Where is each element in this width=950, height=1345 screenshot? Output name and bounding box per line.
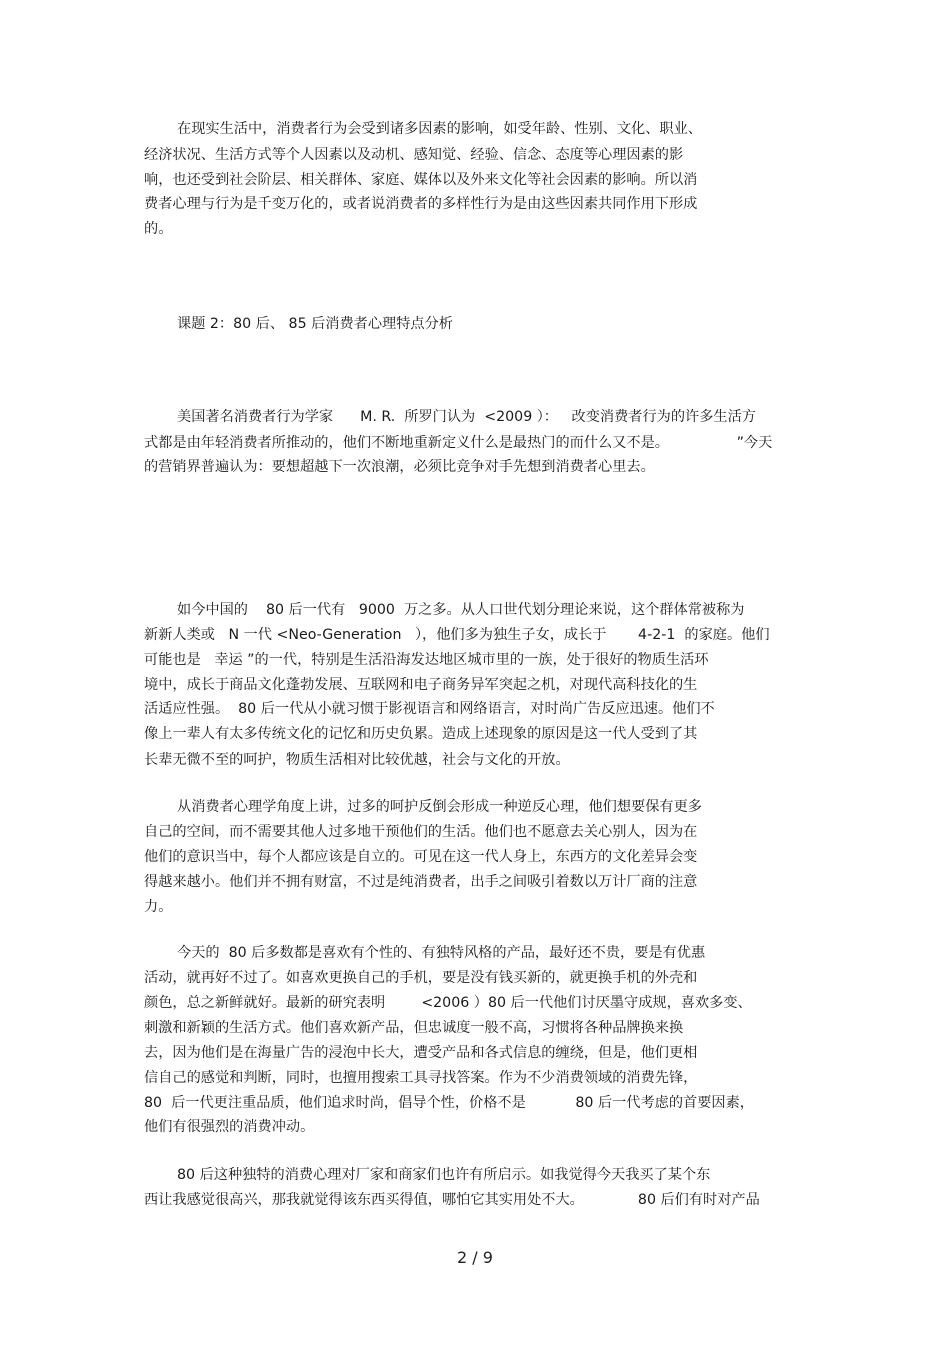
text-line: 自己的空间，而不需要其他人过多地干预他们的生活。他们也不愿意去关心别人，因为在 <box>144 824 698 840</box>
page-number: 2 / 9 <box>457 1248 493 1267</box>
text-line: 的营销界普遍认为：要想超越下一次浪潮，必须比竞争对手先想到消费者心里去。 <box>144 459 655 475</box>
text-line: 如今中国的 80 后一代有 9000 万之多。从人口世代划分理论来说，这个群体常被称为 <box>177 602 745 618</box>
text-line: 经济状况、生活方式等个人因素以及动机、感知觉、经验、信念、态度等心理因素的影 <box>144 147 684 163</box>
text-line: 新新人类或 N 一代 <Neo-Generation ），他们多为独生子女，成长于 4-2-1 的家庭。他们 <box>144 627 770 643</box>
text-line: 信自己的感觉和判断，同时，也擅用搜索工具寻找答案。作为不少消费领域的消费先锋， <box>144 1070 698 1086</box>
text-line: 境中，成长于商品文化蓬勃发展、互联网和电子商务异军突起之机，对现代高科技化的生 <box>144 677 698 693</box>
text-line: 活适应性强。 80 后一代从小就习惯于影视语言和网络语言，对时尚广告反应迅速。他们不 <box>144 701 715 717</box>
text-line: 他们有很强烈的消费冲动。 <box>144 1119 315 1135</box>
text-line: 今天的 80 后多数都是喜欢有个性的、有独特风格的产品，最好还不贵，要是有优惠 <box>177 945 706 961</box>
text-line: 可能也是 幸运 ”的一代，特别是生活沿海发达地区城市里的一族，处于很好的物质生活环 <box>144 652 709 668</box>
text-line: 从消费者心理学角度上讲，过多的呵护反倒会形成一种逆反心理，他们想要保有更多 <box>177 799 702 815</box>
text-line: 费者心理与行为是千变万化的，或者说消费者的多样性行为是由这些因素共同作用下形成 <box>144 196 698 212</box>
text-line: 活动，就再好不过了。如喜欢更换自己的手机，要是没有钱买新的，就更换手机的外壳和 <box>144 970 698 986</box>
text-line: 他们的意识当中，每个人都应该是自立的。可见在这一代人身上，东西方的文化差异会变 <box>144 849 698 865</box>
text-line: 80 后一代更注重品质，他们追求时尚，倡导个性，价格不是 80 后一代考虑的首要因素， <box>144 1095 754 1111</box>
text-line: 刺激和新颖的生活方式。他们喜欢新产品，但忠诚度一般不高，习惯将各种品牌换来换 <box>144 1020 684 1036</box>
text-line: 像上一辈人有太多传统文化的记忆和历史负累。造成上述现象的原因是这一代人受到了其 <box>144 726 698 742</box>
text-line: 西让我感觉很高兴，那我就觉得该东西买得值，哪怕它其实用处不大。 80 后们有时对产品 <box>144 1192 760 1208</box>
text-line: 在现实生活中，消费者行为会受到诸多因素的影响，如受年龄、性别、文化、职业、 <box>177 121 702 137</box>
text-line: 去，因为他们是在海量广告的浸泡中长大，遭受产品和各式信息的缠绕，但是，他们更相 <box>144 1045 698 1061</box>
text-line: 力。 <box>144 899 173 915</box>
text-line: 的。 <box>144 221 173 237</box>
text-line: 响，也还受到社会阶层、相关群体、家庭、媒体以及外来文化等社会因素的影响。所以消 <box>144 172 698 188</box>
text-line: 80 后这种独特的消费心理对厂家和商家们也许有所启示。如我觉得今天我买了某个东 <box>177 1167 711 1183</box>
text-line: 式都是由年轻消费者所推动的，他们不断地重新定义什么是最热门的而什么又不是。 ”今天 <box>144 435 773 451</box>
text-line: 长辈无微不至的呵护，物质生活相对比较优越，社会与文化的开放。 <box>144 752 570 768</box>
section-heading: 课题 2：80 后、 85 后消费者心理特点分析 <box>177 316 453 332</box>
text-line: 得越来越小。他们并不拥有财富，不过是纯消费者，出手之间吸引着数以万计厂商的注意 <box>144 874 698 890</box>
text-line: 颜色，总之新鲜就好。最新的研究表明 <2006 ）80 后一代他们讨厌墨守成规，喜欢多变、 <box>144 995 752 1011</box>
text-line: 美国著名消费者行为学家 M. R. 所罗门认为 <2009 ）： 改变消费者行为的许多生活方 <box>177 409 756 425</box>
